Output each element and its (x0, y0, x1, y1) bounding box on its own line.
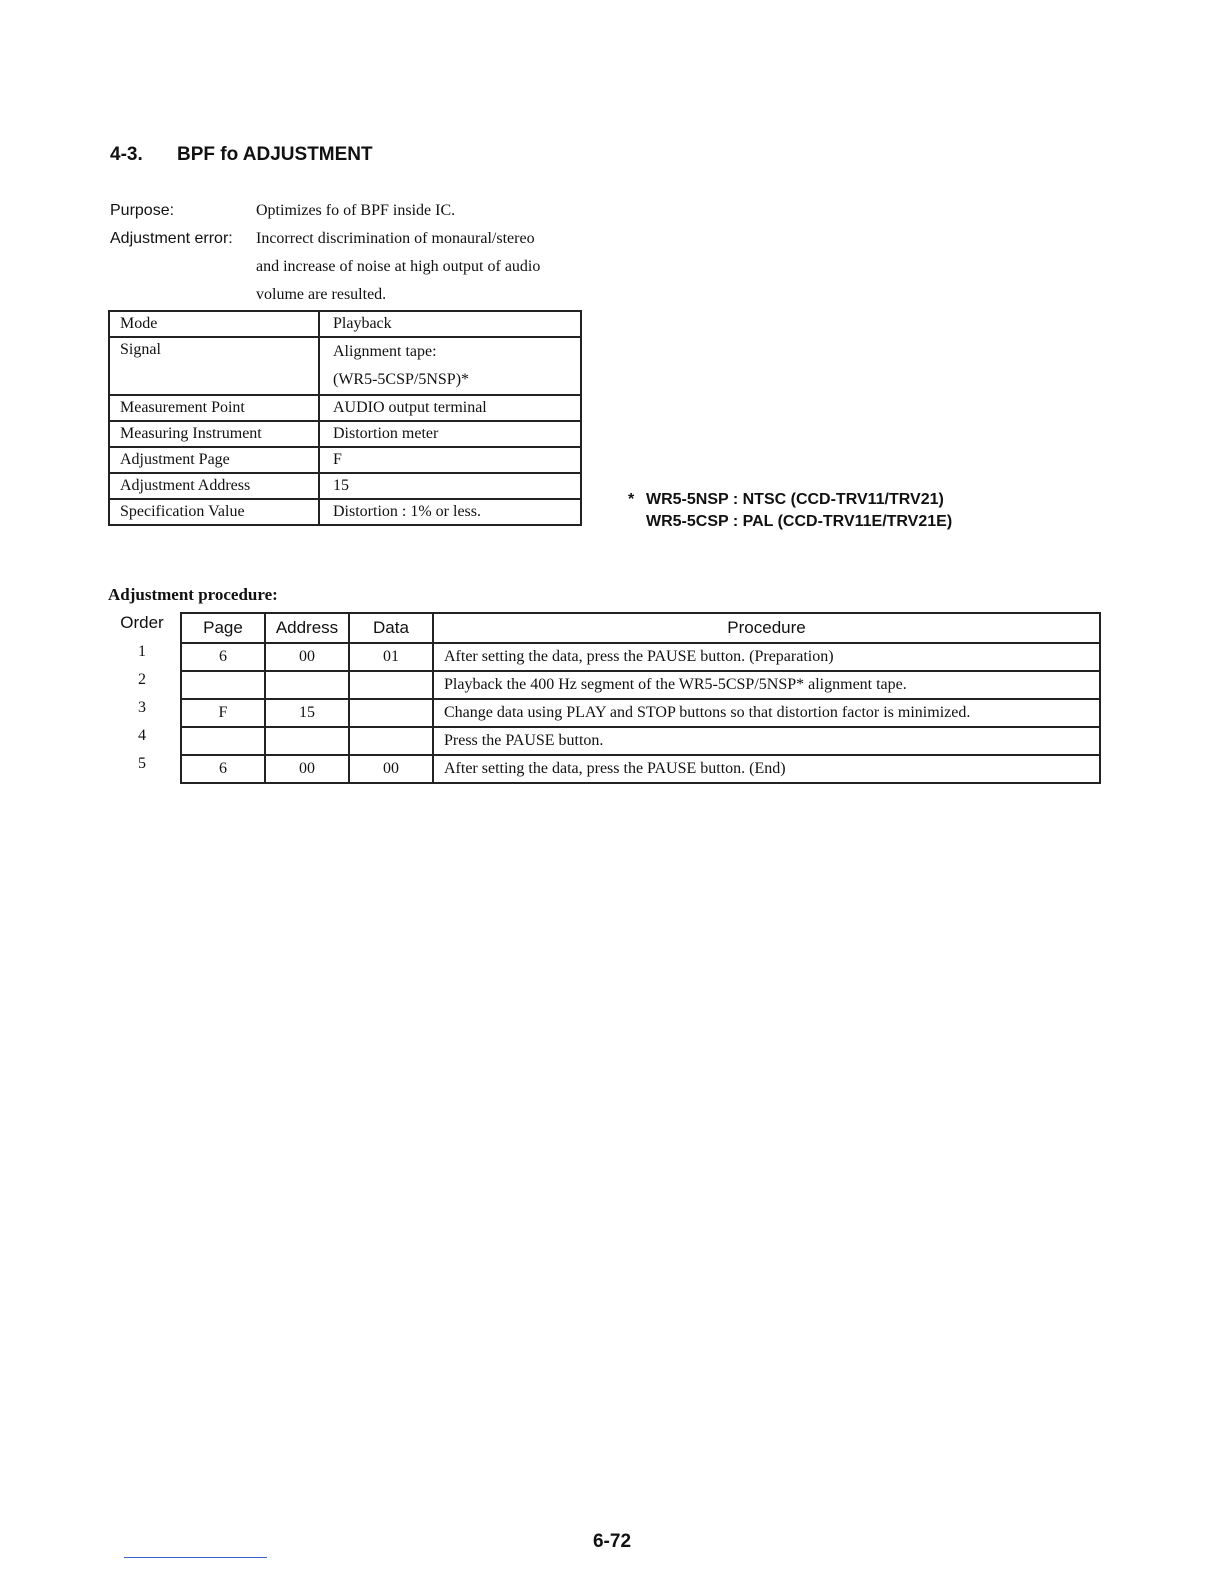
section-number: 4-3. (110, 144, 143, 165)
table-row (109, 499, 581, 525)
procedure-table (180, 612, 1101, 784)
data-header: Data (349, 613, 433, 643)
condition-value: AUDIO output terminal (319, 395, 581, 421)
condition-value-line: Alignment tape: (333, 343, 437, 360)
adjustment-error-line: volume are resulted. (256, 286, 387, 303)
condition-value-line: (WR5-5CSP/5NSP)* (333, 371, 470, 388)
page-cell: 6 (181, 643, 265, 671)
condition-label: Measuring Instrument (109, 421, 319, 447)
purpose-text: Optimizes fo of BPF inside IC. (256, 202, 456, 219)
order-number: 1 (138, 643, 146, 660)
table-row (109, 447, 581, 473)
adjustment-error-line: and increase of noise at high output of audio (256, 258, 541, 275)
table-row (109, 395, 581, 421)
page-cell (181, 671, 265, 699)
condition-value: Distortion meter (319, 421, 581, 447)
condition-label: Adjustment Address (109, 473, 319, 499)
table-row (181, 699, 1100, 727)
address-cell (265, 727, 349, 755)
condition-value: Playback (319, 311, 581, 337)
table-row (181, 727, 1100, 755)
address-cell (265, 671, 349, 699)
procedure-title: Adjustment procedure: (108, 585, 278, 604)
address-cell: 00 (265, 643, 349, 671)
section-title: BPF fo ADJUSTMENT (177, 144, 373, 165)
footnote-marker: * (628, 491, 635, 508)
condition-value: Distortion : 1% or less. (319, 499, 581, 525)
condition-label: Mode (109, 311, 319, 337)
data-cell (349, 727, 433, 755)
address-header: Address (265, 613, 349, 643)
data-cell: 01 (349, 643, 433, 671)
table-row (109, 473, 581, 499)
condition-label: Measurement Point (109, 395, 319, 421)
procedure-cell: After setting the data, press the PAUSE button. (End) (433, 755, 1100, 783)
page-header: Page (181, 613, 265, 643)
order-number: 3 (138, 699, 146, 716)
order-number: 5 (138, 755, 146, 772)
tape-footnote (628, 489, 952, 533)
order-number: 2 (138, 671, 146, 688)
adjustment-error-line: Incorrect discrimination of monaural/stereo (256, 230, 535, 247)
procedure-cell: Press the PAUSE button. (433, 727, 1100, 755)
table-row (181, 643, 1100, 671)
condition-label: Signal (109, 337, 319, 395)
table-header-row (181, 613, 1100, 643)
condition-label: Adjustment Page (109, 447, 319, 473)
purpose-label: Purpose: (110, 202, 175, 219)
data-cell (349, 699, 433, 727)
page-number: 6-72 (592, 1531, 632, 1552)
adjustment-error-label: Adjustment error: (110, 230, 233, 247)
page-cell (181, 727, 265, 755)
condition-value: F (319, 447, 581, 473)
table-row (109, 311, 581, 337)
table-row (109, 421, 581, 447)
footnote-line: WR5-5NSP : NTSC (CCD-TRV11/TRV21) (646, 491, 944, 508)
order-number: 4 (138, 727, 146, 744)
page-cell: 6 (181, 755, 265, 783)
address-cell: 00 (265, 755, 349, 783)
table-row (109, 337, 581, 395)
procedure-cell: After setting the data, press the PAUSE button. (Preparation) (433, 643, 1100, 671)
procedure-header: Procedure (433, 613, 1100, 643)
condition-value: 15 (319, 473, 581, 499)
condition-value (319, 337, 581, 395)
address-cell: 15 (265, 699, 349, 727)
procedure-cell: Change data using PLAY and STOP buttons so that distortion factor is minimized. (433, 699, 1100, 727)
data-cell: 00 (349, 755, 433, 783)
table-row (181, 671, 1100, 699)
procedure-cell: Playback the 400 Hz segment of the WR5-5CSP/5NSP* alignment tape. (433, 671, 1100, 699)
adjustment-error-text (256, 225, 540, 309)
section-heading (110, 144, 373, 166)
conditions-table (108, 310, 582, 526)
footnote-line: WR5-5CSP : PAL (CCD-TRV11E/TRV21E) (646, 513, 953, 530)
bottom-divider (124, 1557, 267, 1558)
data-cell (349, 671, 433, 699)
page-cell: F (181, 699, 265, 727)
table-row (181, 755, 1100, 783)
order-header: Order (120, 613, 164, 632)
condition-label: Specification Value (109, 499, 319, 525)
